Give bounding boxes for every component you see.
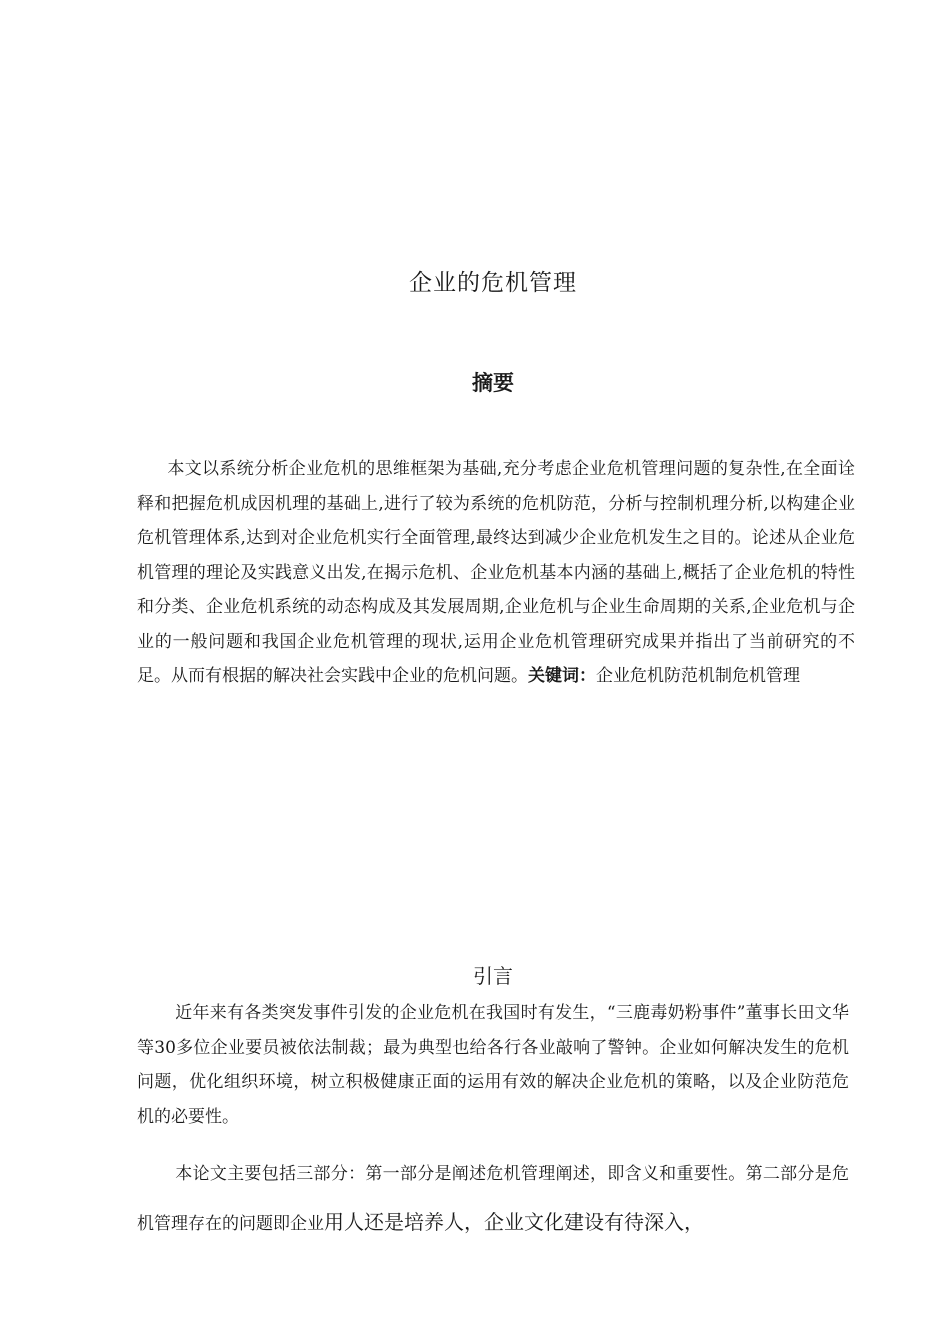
abstract-paragraph bbox=[137, 452, 855, 694]
introduction-paragraph-2-text-larger: 用人还是培养人，企业文化建设有待深入， bbox=[324, 1210, 704, 1234]
abstract-heading: 摘要 bbox=[472, 371, 514, 395]
introduction-paragraph-1 bbox=[137, 996, 849, 1134]
document-title: 企业的危机管理 bbox=[409, 270, 577, 296]
keywords-label: 关键词： bbox=[528, 666, 596, 686]
introduction-paragraph-1-text: 近年来有各类突发事件引发的企业危机在我国时有发生，“三鹿毒奶粉事件”董事长田文华等30多位企业要员被依法制裁；最为典型也给各行各业敲响了警钟。企业如何解决发生的危机问题，优化组织环境，树立积极健康正面的运用有效的解决企业危机的策略，以及企业防范危机的必要性。 bbox=[137, 1003, 849, 1127]
introduction-paragraph-2-text: 本论文主要包括三部分：第一部分是阐述危机管理阐述，即含义和重要性。第二部分是危机管理存在的问题即企业 bbox=[137, 1164, 849, 1234]
introduction-paragraph-2 bbox=[137, 1150, 849, 1248]
introduction-heading: 引言 bbox=[473, 964, 513, 988]
abstract-text: 本文以系统分析企业危机的思维框架为基础,充分考虑企业危机管理问题的复杂性,在全面诠释和把握危机成因机理的基础上,进行了较为系统的危机防范，分析与控制机理分析,以构建企业危机管理体系,达到对企业危机实行全面管理,最终达到减少企业危机发生之目的。论述从企业危机管理的理论及实践意义出发,在揭示危机、企业危机基本内涵的基础上,概括了企业危机的特性和分类、企业危机系统的动态构成及其发展周期,企业危机与企业生命周期的关系,企业危机与企业的一般问题和我国企业危机管理的现状,运用企业危机管理研究成果并指出了当前研究的不足。从而有根据的解决社会实践中企业的危机问题。 bbox=[137, 459, 855, 686]
keywords-text: 企业危机防范机制危机管理 bbox=[596, 666, 800, 686]
